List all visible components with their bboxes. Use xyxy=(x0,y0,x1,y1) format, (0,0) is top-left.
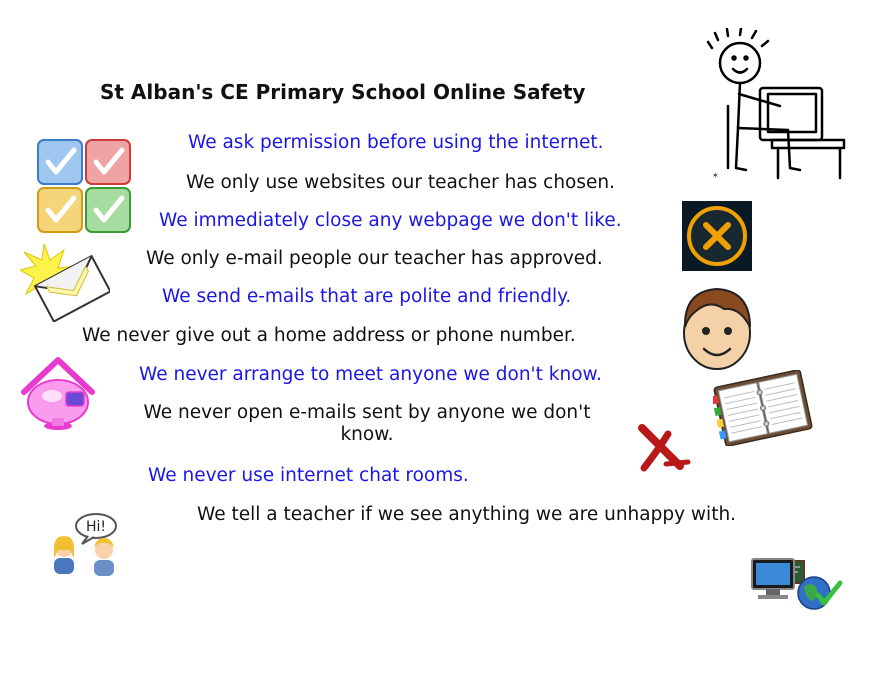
computer-globe-icon xyxy=(748,555,848,617)
close-icon xyxy=(682,201,752,271)
page-title: St Alban's CE Primary School Online Safety xyxy=(100,80,586,104)
rule-unknown-emails: We never open e-mails sent by anyone we don't know. xyxy=(143,402,591,445)
rule-home-address: We never give out a home address or phone number. xyxy=(82,325,576,346)
rule-ask-permission: We ask permission before using the internet. xyxy=(188,132,604,153)
rule-chat-rooms: We never use internet chat rooms. xyxy=(148,465,469,486)
checkboxes-icon xyxy=(36,138,134,234)
chat-people-icon xyxy=(48,510,134,580)
address-book-icon xyxy=(713,370,813,446)
rule-teacher-websites: We only use websites our teacher has chosen. xyxy=(186,172,615,193)
rule-email-approved: We only e-mail people our teacher has approved. xyxy=(146,248,603,269)
home-icon xyxy=(18,352,98,432)
speech-bubble-text: Hi! xyxy=(85,519,107,535)
child-at-computer-icon xyxy=(700,28,870,183)
rule-never-meet: We never arrange to meet anyone we don't know. xyxy=(139,364,602,385)
new-email-icon xyxy=(20,240,110,322)
boy-face-icon xyxy=(680,285,755,372)
red-cross-icon xyxy=(636,424,692,472)
rule-close-webpage: We immediately close any webpage we don't like. xyxy=(159,210,622,231)
svg-text:✶: ✶ xyxy=(712,171,719,180)
rule-polite-emails: We send e-mails that are polite and friendly. xyxy=(162,286,572,307)
rule-tell-teacher: We tell a teacher if we see anything we are unhappy with. xyxy=(197,504,737,525)
